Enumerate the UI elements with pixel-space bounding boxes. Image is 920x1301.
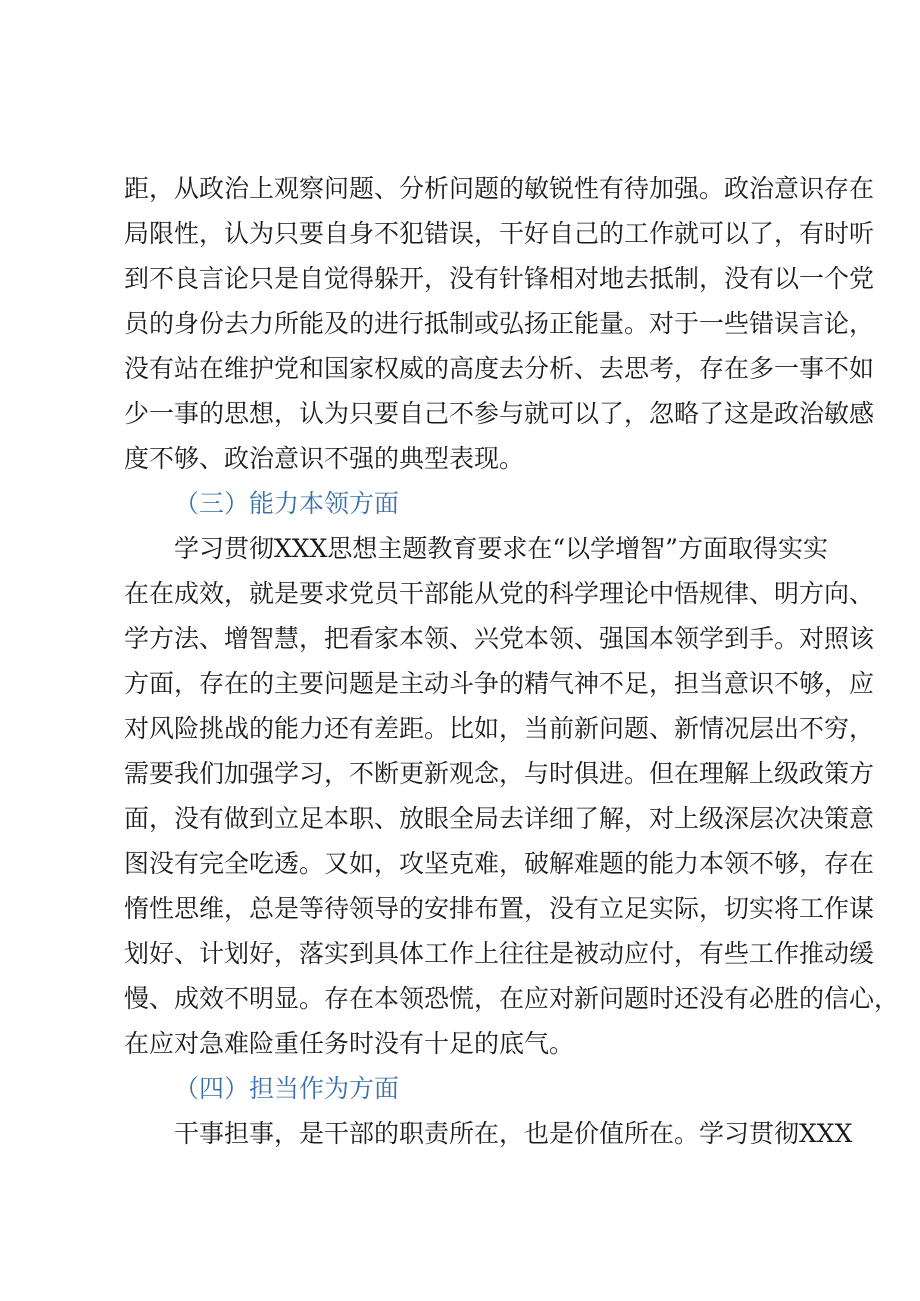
paragraph-1-line-4: 员的身份去力所能及的进行抵制或弘扬正能量。对于一些错误言论， bbox=[124, 309, 875, 338]
paragraph-2-line-4: 方面，存在的主要问题是主动斗争的精气神不足，担当意识不够，应 bbox=[124, 669, 875, 698]
paragraph-1-line-2: 局限性，认为只要自身不犯错误，干好自己的工作就可以了，有时听 bbox=[124, 219, 875, 248]
paragraph-2-line-7: 面，没有做到立足本职、放眼全局去详细了解，对上级深层次决策意 bbox=[124, 804, 875, 833]
paragraph-1-line-7: 度不够、政治意识不强的典型表现。 bbox=[124, 444, 525, 473]
paragraph-2-line-8: 图没有完全吃透。又如，攻坚克难，破解难题的能力本领不够，存在 bbox=[124, 849, 875, 878]
paragraph-1-line-3: 到不良言论只是自觉得躲开，没有针锋相对地去抵制，没有以一个党 bbox=[124, 264, 875, 293]
section-heading-3: （三）能力本领方面 bbox=[174, 489, 400, 518]
paragraph-1-line-1: 距，从政治上观察问题、分析问题的敏锐性有待加强。政治意识存在 bbox=[124, 174, 875, 203]
paragraph-2-line-6: 需要我们加强学习，不断更新观念，与时俱进。但在理解上级政策方 bbox=[124, 759, 875, 788]
paragraph-2-line-2: 在在成效，就是要求党员干部能从党的科学理论中悟规律、明方向、 bbox=[124, 579, 875, 608]
paragraph-2-line-11: 慢、成效不明显。存在本领恐慌，在应对新问题时还没有必胜的信心， bbox=[124, 984, 900, 1013]
paragraph-1-line-5: 没有站在维护党和国家权威的高度去分析、去思考，存在多一事不如 bbox=[124, 354, 875, 383]
paragraph-2-line-10: 划好、计划好，落实到具体工作上往往是被动应付，有些工作推动缓 bbox=[124, 939, 875, 968]
paragraph-3-line-1: 干事担事，是干部的职责所在，也是价值所在。学习贯彻XXX bbox=[174, 1119, 853, 1148]
paragraph-2-line-5: 对风险挑战的能力还有差距。比如，当前新问题、新情况层出不穷， bbox=[124, 714, 875, 743]
section-heading-4: （四）担当作为方面 bbox=[174, 1074, 400, 1103]
paragraph-2-line-3: 学方法、增智慧，把看家本领、兴党本领、强国本领学到手。对照该 bbox=[124, 624, 875, 653]
paragraph-1-line-6: 少一事的思想，认为只要自己不参与就可以了，忽略了这是政治敏感 bbox=[124, 399, 875, 428]
paragraph-2-line-1: 学习贯彻XXX思想主题教育要求在“以学增智”方面取得实实 bbox=[174, 534, 828, 563]
paragraph-2-line-9: 惰性思维，总是等待领导的安排布置，没有立足实际，切实将工作谋 bbox=[124, 894, 875, 923]
paragraph-2-line-12: 在应对急难险重任务时没有十足的底气。 bbox=[124, 1029, 575, 1058]
